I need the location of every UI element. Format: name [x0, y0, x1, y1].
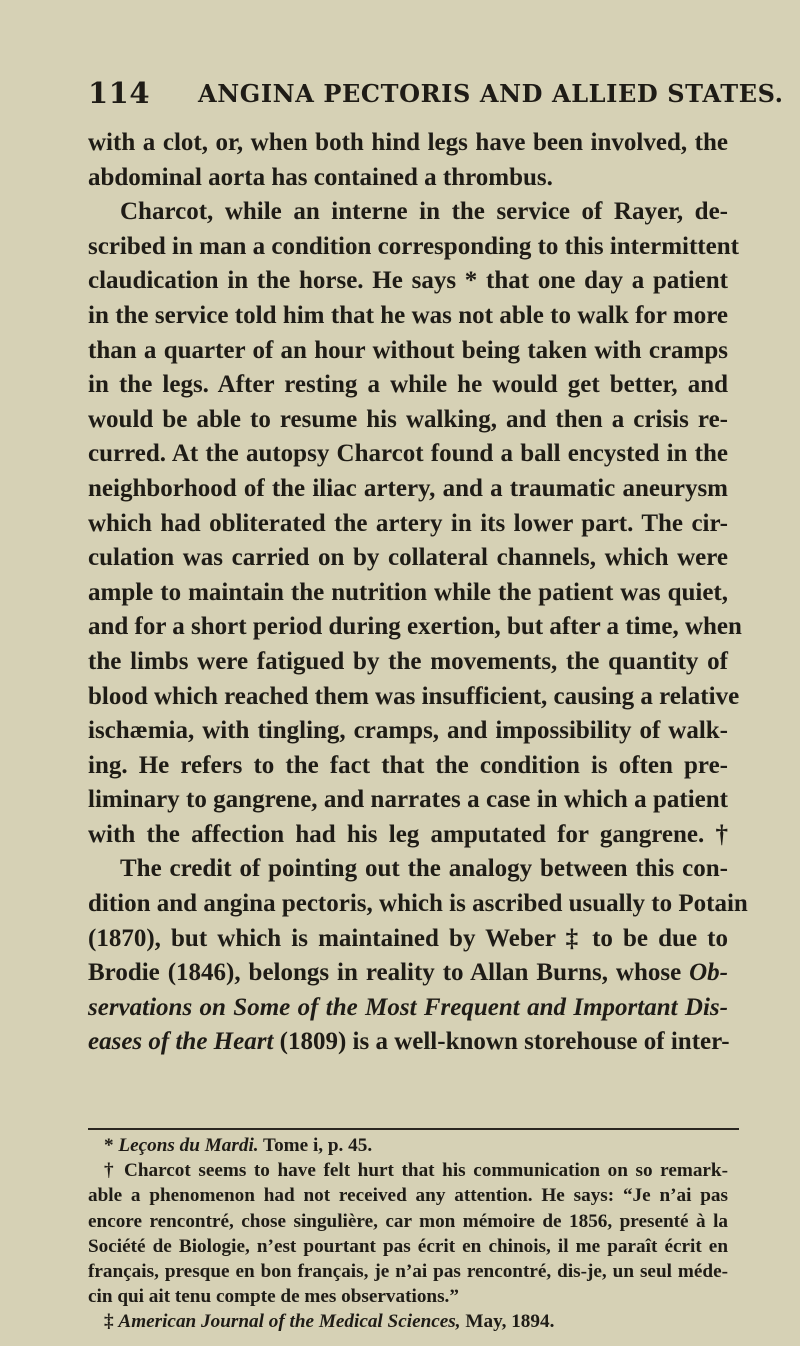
footnote-3 [88, 1309, 728, 1334]
footnote-mark: * [104, 1135, 119, 1156]
text-line: liminary to gangrene, and narrates a case in which a patient [88, 786, 728, 814]
text-line: curred. At the autopsy Charcot found a ball encysted in the [88, 440, 728, 468]
footnotes [88, 1133, 728, 1335]
footnote-2-line: † Charcot seems to have felt hurt that his communication on so remark- [104, 1160, 728, 1182]
footnote-text: Tome i, p. 45. [258, 1135, 373, 1156]
text-line: the limbs were fatigued by the movements, the quantity of [88, 647, 728, 675]
footnote-mark: ‡ [104, 1311, 119, 1333]
text-line: with the affection had his leg amputated for gangrene. † [88, 820, 728, 848]
text-line: with a clot, or, when both hind legs have been involved, the [88, 129, 728, 156]
footnote-2-line: encore rencontré, chose singulière, car mon mémoire de 1856, presenté à la [88, 1210, 728, 1232]
running-title: ANGINA PECTORIS AND ALLIED STATES. [198, 79, 784, 108]
text-line: ischæmia, with tingling, cramps, and impossibility of walk- [88, 717, 728, 745]
text-line: blood which reached them was insufficient, causing a relative [88, 682, 740, 710]
text-segment: (1809) is a well-known storehouse of inter- [273, 1028, 730, 1056]
text-line: The credit of pointing out the analogy between this con- [120, 855, 728, 883]
text-line: Charcot, while an interne in the service of Rayer, de- [120, 198, 728, 226]
text-line: culation was carried on by collateral channels, which were [88, 544, 728, 572]
text-line-mixed [88, 956, 728, 991]
text-line: (1870), but which is maintained by Weber ‡ to be due to [88, 924, 728, 952]
text-line: would be able to resume his walking, and then a crisis re- [88, 405, 728, 433]
italic-title-segment: eases of the Heart [88, 1028, 274, 1056]
text-line: scribed in man a condition corresponding to this intermittent [88, 232, 739, 260]
text-line: which had obliterated the artery in its lower part. The cir- [88, 509, 728, 537]
footnote-2-line: able a phenomenon had not received any attention. He says: “Je n’ai pas [88, 1185, 728, 1207]
footnote-text: May, 1894. [460, 1311, 555, 1333]
footnote-2-line: français, presque en bon français, je n’ai pas rencontré, dis-je, un seul méde- [88, 1260, 728, 1282]
text-line: abdominal aorta has contained a thrombus. [88, 163, 553, 191]
footnote-1 [88, 1133, 728, 1158]
text-line: dition and angina pectoris, which is ascribed usually to Potain [88, 890, 748, 918]
main-text [88, 126, 748, 1060]
page-header [88, 76, 784, 114]
text-line-italic: servations on Some of the Most Frequent and Important Dis- [88, 993, 728, 1021]
text-line: in the legs. After resting a while he would get better, and [88, 371, 728, 399]
text-line: ample to maintain the nutrition while the patient was quiet, [88, 578, 728, 606]
text-line: than a quarter of an hour without being taken with cramps [88, 336, 728, 364]
text-line-mixed [88, 1025, 728, 1060]
footnote-rule [88, 1128, 739, 1130]
text-segment: Brodie (1846), belongs in reality to Allan Burns, whose [88, 959, 690, 987]
text-line: and for a short period during exertion, but after a time, when [88, 613, 742, 641]
italic-title-segment: Ob- [689, 959, 728, 987]
footnote-citation: Leçons du Mardi. [118, 1135, 259, 1156]
footnote-2-line: Société de Biologie, n’est pourtant pas écrit en chinois, il me paraît écrit en [88, 1235, 728, 1257]
text-line: claudication in the horse. He says * that one day a patient [88, 267, 728, 295]
footnote-2-line: cin qui ait tenu compte de mes observations.” [88, 1286, 459, 1308]
text-line: ing. He refers to the fact that the condition is often pre- [88, 751, 728, 779]
footnote-citation: American Journal of the Medical Sciences, [118, 1311, 461, 1333]
page-number: 114 [88, 76, 151, 110]
text-line: neighborhood of the iliac artery, and a traumatic aneurysm [88, 474, 728, 502]
text-line: in the service told him that he was not able to walk for more [88, 301, 728, 329]
